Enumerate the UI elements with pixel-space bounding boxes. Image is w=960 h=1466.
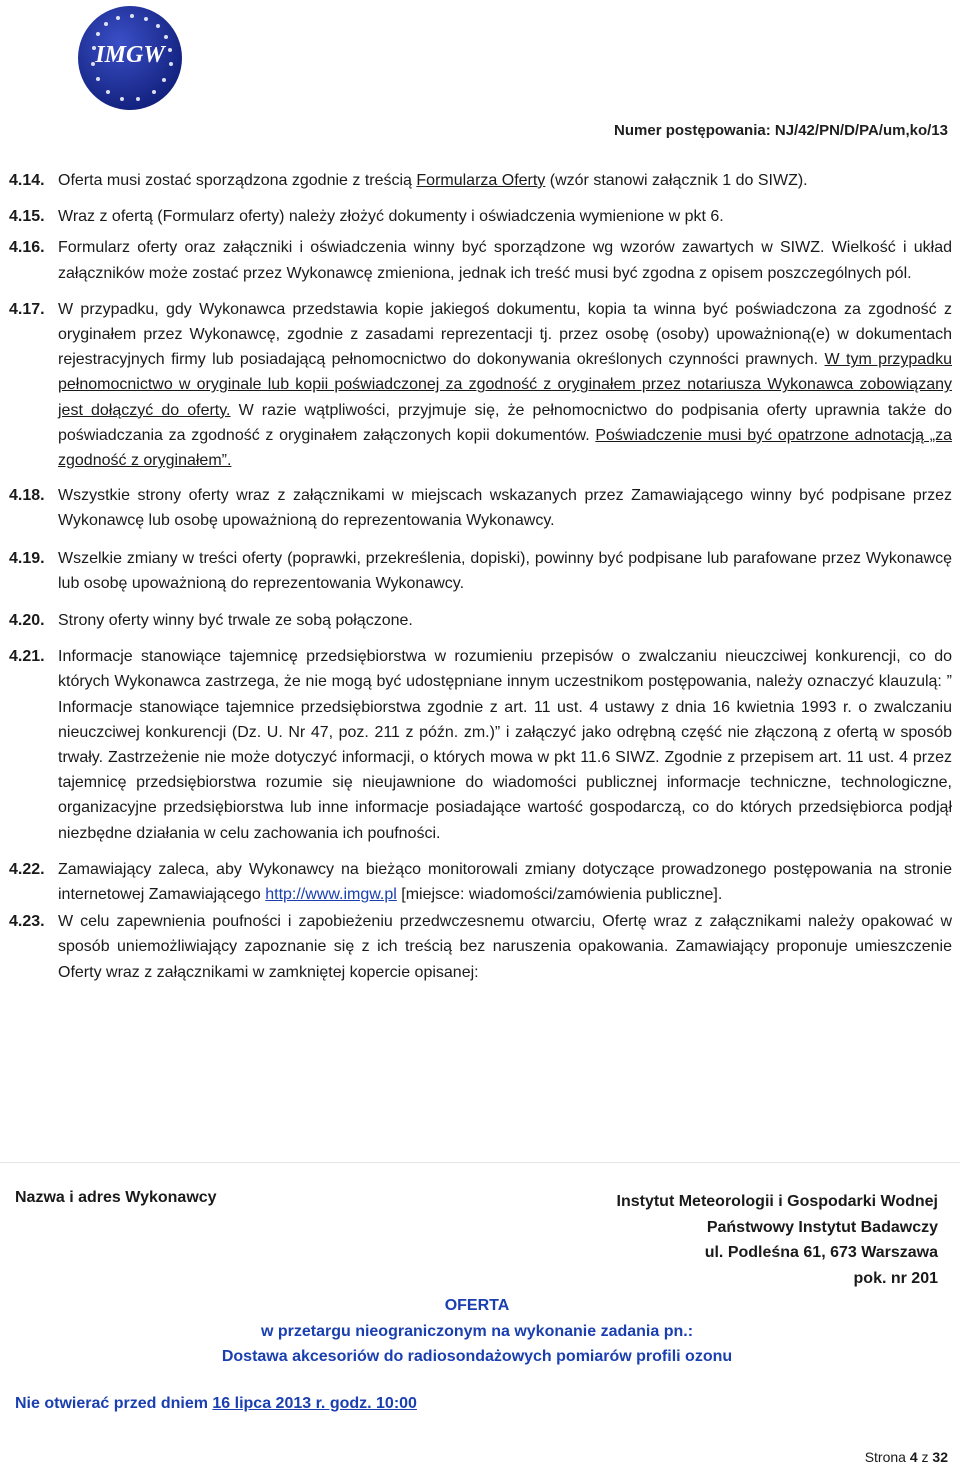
section-4-14: 4.14. Oferta musi zostać sporządzona zgodnie z treścią Formularza Oferty (wzór stanowi załącznik 1 do SIWZ).: [9, 168, 952, 193]
section-number: 4.18.: [9, 487, 45, 505]
document-body: [9, 168, 952, 985]
imgw-website-link[interactable]: http://www.imgw.pl: [265, 886, 397, 904]
section-number: 4.15.: [9, 208, 45, 226]
section-number: 4.22.: [9, 860, 45, 878]
section-number: 4.14.: [9, 172, 45, 189]
section-number: 4.17.: [9, 300, 45, 318]
deadline-date: 16 lipca 2013 r. godz. 10:00: [212, 1395, 417, 1412]
section-4-15: 4.15. Wraz z ofertą (Formularz oferty) należy złożyć dokumenty i oświadczenia wymienione w pkt 6.: [9, 204, 952, 229]
section-number: 4.21.: [9, 648, 45, 666]
page-number: Strona 4 z 32: [864, 1449, 948, 1465]
section-4-16: 4.16. Formularz oferty oraz załączniki i oświadczenia winny być sporządzone wg wzorów zawartych w SIWZ. Wielkość i układ załączników może zostać przez Wykonawcę zmieniona, jednak ich treść musi być zgodna z opisem poszczególnych pól.: [9, 235, 952, 285]
contractor-name-label: Nazwa i adres Wykonawcy: [15, 1189, 217, 1206]
section-4-23: 4.23. W celu zapewnienia poufności i zapobieżeniu przedwczesnemu otwarciu, Ofertę wraz z załącznikami należy opakować w sposób uniemożliwiający zapoznanie się z ich treścią bez naruszenia opakowania. Zamawiający proponuje umieszczenie Oferty wraz z załącznikami w zamkniętej kopercie opisanej:: [9, 909, 952, 985]
section-number: 4.23.: [9, 913, 45, 931]
section-number: 4.19.: [9, 549, 45, 567]
offer-title: OFERTA w przetargu nieograniczonym na wykonanie zadania pn.: Dostawa akcesoriów do radiosondażowych pomiarów profili ozonu: [221, 1297, 733, 1366]
svg-text:IMGW: IMGW: [95, 42, 165, 68]
recipient-address: Instytut Meteorologii i Gospodarki Wodnej Państwowy Instytut Badawczy ul. Podleśna 61, 673 Warszawa pok. nr 201: [616, 1193, 938, 1287]
section-4-17: 4.17. W przypadku, gdy Wykonawca przedstawia kopie jakiegoś dokumentu, kopia ta winna być poświadczona za zgodność z oryginałem przez Wykonawcę, zgodnie z zasadami reprezentacji tj. przez osobę (osoby) upoważnioną(e) w dokumentach rejestracyjnych firmy lub posiadającą pełnomocnictwo do dokonywania określonych czynności prawnych. W tym przypadku pełnomocnictwo w oryginale lub kopii poświadczonej za zgodność z oryginałem przez notariusza Wykonawca zobowiązany jest dołączyć do oferty. W razie wątpliwości, przyjmuje się, że pełnomocnictwo do podpisania oferty uprawnia także do poświadczania za zgodność z oryginałem załączonych kopii dokumentów. Poświadczenie musi być opatrzone adnotacją „za zgodność z oryginałem”.: [9, 297, 952, 473]
procedure-number: Numer postępowania: NJ/42/PN/D/PA/um,ko/13: [614, 122, 948, 139]
opening-deadline: Nie otwierać przed dniem 16 lipca 2013 r. godz. 10:00: [15, 1395, 417, 1412]
section-number: 4.20.: [9, 612, 45, 630]
section-4-21: 4.21. Informacje stanowiące tajemnicę przedsiębiorstwa w rozumieniu przepisów o zwalczaniu nieuczciwej konkurencji, co do których Wykonawca zastrzega, że nie mogą być udostępniane innym uczestnikom postępowania, należy oznaczyć klauzulą: ” Informacje stanowiące tajemnice przedsiębiorstwa zgodnie z art. 11 ust. 4 ustawy z dnia 16 kwietnia 1993 r. o zwalczaniu nieuczciwej konkurencji (Dz. U. Nr 47, poz. 211 z późn. zm.)” i załączyć jako odrębną część nie złączoną z ofertą w sposób trwały. Zastrzeżenie nie może dotyczyć informacji, o których mowa w pkt 11.6 SIWZ. Zgodnie z przepisem art. 11 ust. 4 przez tajemnicę przedsiębiorstwa rozumie się nieujawnione do wiadomości publicznej informacje techniczne, technologiczne, organizacyjne przedsiębiorstwa lub inne informacje posiadające wartość gospodarczą, co do których przedsiębiorca podjął niezbędne działania w celu zachowania ich poufności.: [9, 644, 952, 846]
form-reference: Formularza Oferty: [416, 172, 546, 189]
imgw-logo: [76, 4, 184, 112]
section-4-19: 4.19. Wszelkie zmiany w treści oferty (poprawki, przekreślenia, dopiski), powinny być podpisane lub parafowane przez Wykonawcę lub osobę upoważnioną do reprezentowania Wykonawcy.: [9, 546, 952, 596]
section-4-22: 4.22. Zamawiający zaleca, aby Wykonawcy na bieżąco monitorowali zmiany dotyczące prowadzonego postępowania na stronie internetowej Zamawiającego http://www.imgw.pl [miejsce: wiadomości/zamówienia publiczne].: [9, 857, 952, 907]
section-4-18: 4.18. Wszystkie strony oferty wraz z załącznikami w miejscach wskazanych przez Zamawiającego winny być podpisane przez Wykonawcę lub osobę upoważnioną do reprezentowania Wykonawcy.: [9, 483, 952, 533]
section-number: 4.16.: [9, 239, 45, 257]
section-4-20: 4.20. Strony oferty winny być trwale ze sobą połączone.: [9, 608, 952, 633]
certification-note: Poświadczenie musi być opatrzone adnotacją „za zgodność z oryginałem”.: [58, 426, 952, 470]
power-of-attorney-note: W tym przypadku pełnomocnictwo w oryginale lub kopii poświadczonej za zgodność z oryginałem przez notariusza Wykonawca zobowiązany jest dołączyć do oferty.: [58, 351, 952, 419]
